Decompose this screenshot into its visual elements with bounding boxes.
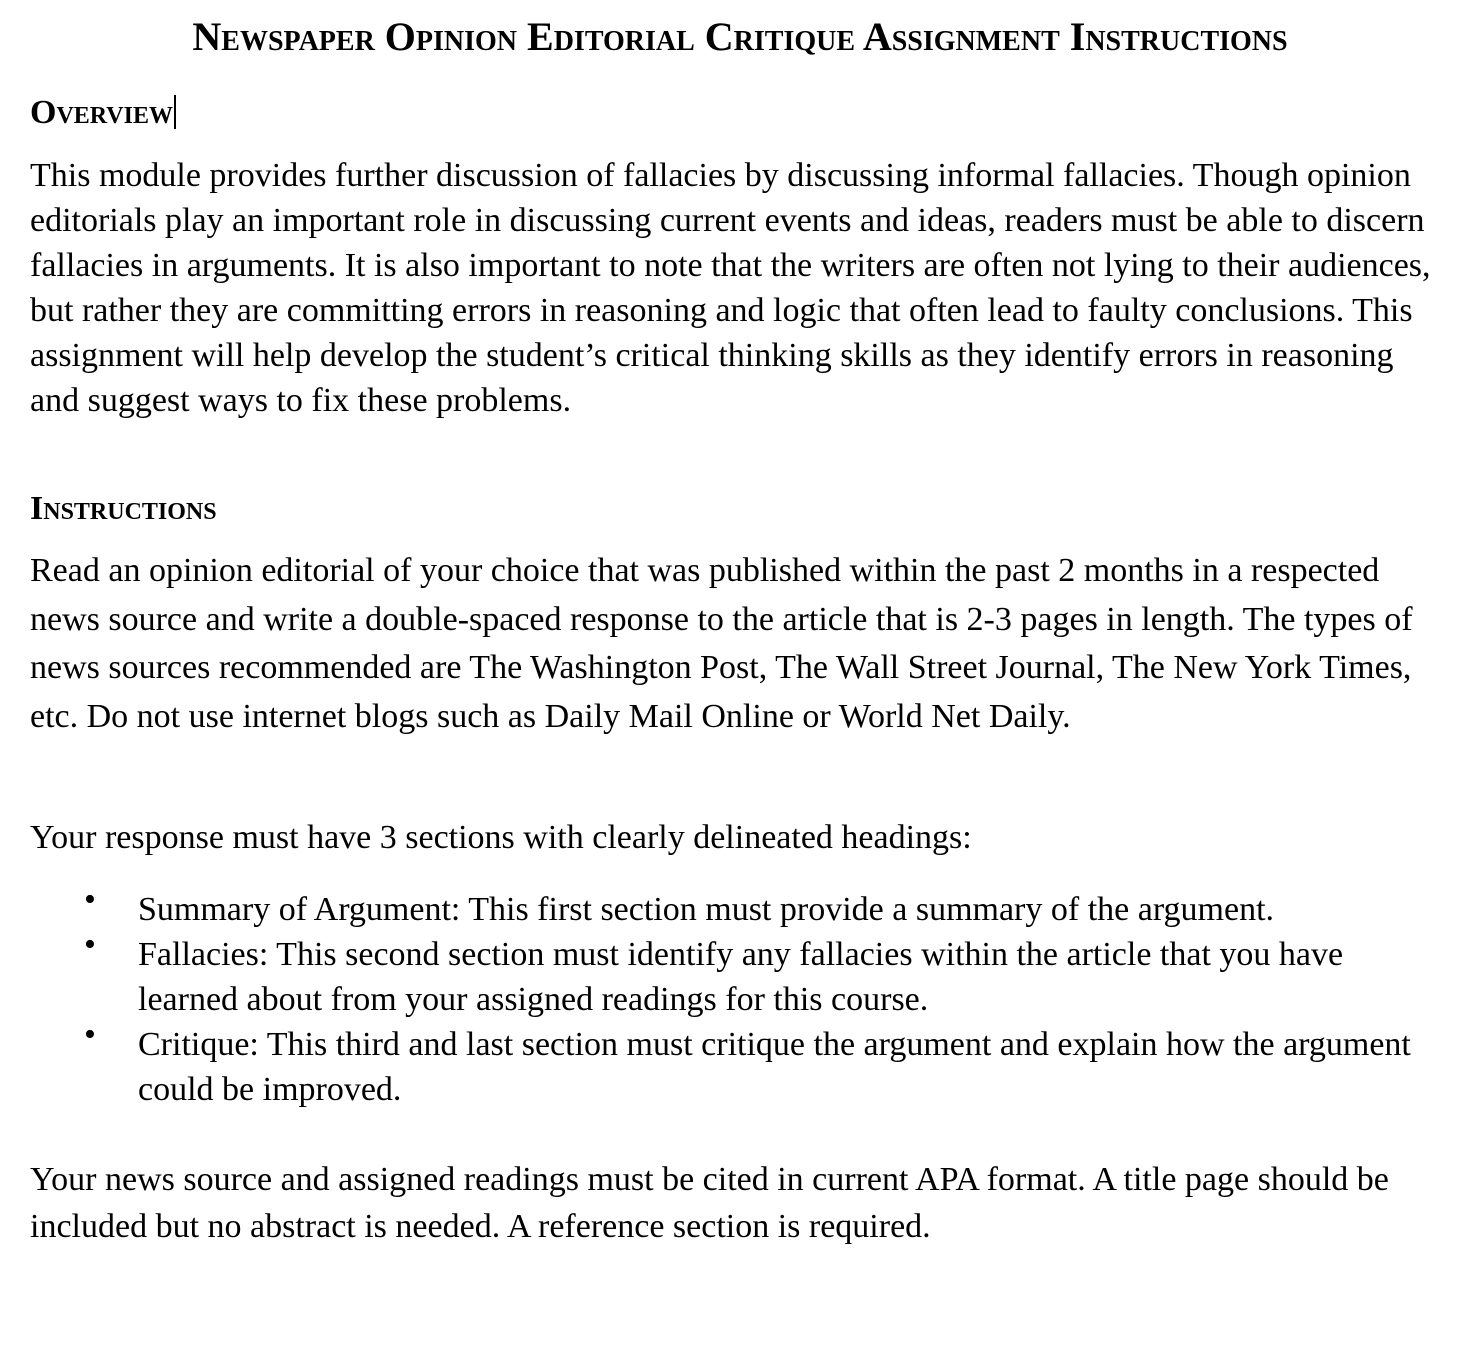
document-title: Newspaper Opinion Editorial Critique Assignment Instructions <box>192 14 1288 59</box>
overview-heading-row <box>30 93 176 133</box>
overview-paragraph: This module provides further discussion of fallacies by discussing informal fallacies. Though opinion editorials play an important role in discussing current events and ideas, readers must be able to discern fallacies in arguments. It is also important to note that the writers are often not lying to their audiences, but rather they are committing errors in reasoning and logic that often lead to faulty conclusions. This assignment will help develop the student’s critical thinking skills as they identify errors in reasoning and suggest ways to fix these problems. <box>30 157 1431 419</box>
list-item-text: Summary of Argument: This first section must provide a summary of the argument. <box>138 891 1275 928</box>
list-item-text: Critique: This third and last section must critique the argument and explain how the argument could be improved. <box>138 1026 1411 1108</box>
instructions-paragraph: Read an opinion editorial of your choice that was published within the past 2 months in a respected news source and write a double-spaced response to the article that is 2-3 pages in length. The types of news sources recommended are The Washington Post, The Wall Street Journal, The New York Times, etc. Do not use internet blogs such as Daily Mail Online or World Net Daily. <box>30 552 1413 735</box>
bullet-icon: • <box>84 881 96 918</box>
list-item <box>84 1016 1450 1112</box>
bullet-icon: • <box>84 1016 96 1053</box>
bullet-icon: • <box>84 926 96 963</box>
list-item <box>84 926 1450 1022</box>
instructions-heading: Instructions <box>30 490 217 527</box>
overview-heading: Overview <box>30 94 173 131</box>
list-item <box>84 881 1450 932</box>
closing-paragraph: Your news source and assigned readings must be cited in current APA format. A title page should be included but no abstract is needed. A reference section is required. <box>30 1161 1389 1245</box>
sections-intro: Your response must have 3 sections with clearly delineated headings: <box>30 819 972 856</box>
text-cursor <box>174 95 176 129</box>
list-item-text: Fallacies: This second section must identify any fallacies within the article that you have learned about from your assigned readings for this course. <box>138 936 1344 1018</box>
required-sections-list <box>84 881 1450 1112</box>
